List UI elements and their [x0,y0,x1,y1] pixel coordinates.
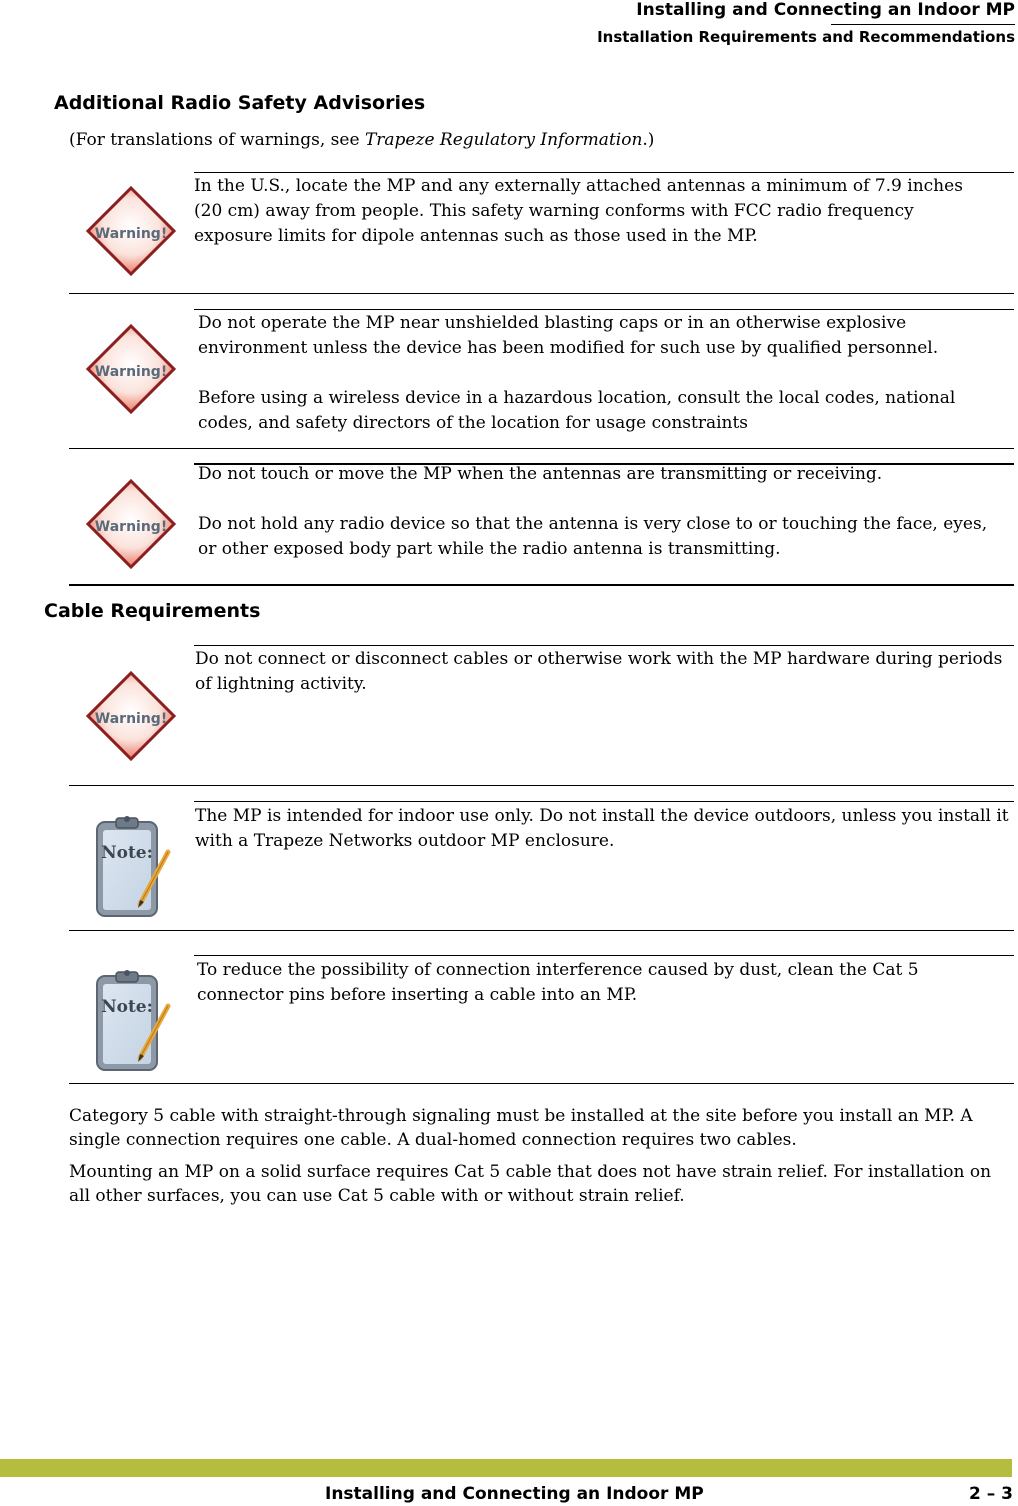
warning-icon [82,320,180,418]
note-notice [195,804,1010,854]
heading-radio-safety: Additional Radio Safety Advisories [54,92,426,114]
notice-bottom-rule [69,448,1014,449]
notice-top-rule [194,645,1014,646]
page-number: 2 – 3 [969,1484,1013,1504]
svg-text:Warning!: Warning! [94,226,168,242]
body-paragraph: Category 5 cable with straight-through signaling must be installed at the site before you install an MP. A single connection requires one cable. A dual-homed connection requires two cables. [69,1106,973,1150]
notice-bottom-rule [69,930,1014,931]
svg-text:Warning!: Warning! [94,519,168,535]
warning-icon [82,475,180,573]
chapter-title: Installing and Connecting an Indoor MP [636,0,1015,20]
notice-paragraph: To reduce the possibility of connection interference caused by dust, clean the Cat 5 connector pins before inserting a cable into an MP. [197,960,919,1005]
notice-paragraph: Before using a wireless device in a hazardous location, consult the local codes, national codes, and safety directors of the location for usage constraints [198,388,956,433]
notice-top-rule [194,955,1014,956]
svg-text:Warning!: Warning! [94,711,168,727]
warning-notice [198,311,1010,436]
notice-top-rule [194,801,1014,802]
regulatory-reference: Trapeze Regulatory Information [364,130,643,150]
footer-title: Installing and Connecting an Indoor MP [325,1484,704,1504]
header-rule [831,24,1015,25]
notice-paragraph: The MP is intended for indoor use only. Do not install the device outdoors, unless you install it with a Trapeze Networks outdoor MP enclosure. [195,806,1009,851]
notice-paragraph: Do not connect or disconnect cables or otherwise work with the MP hardware during periods of lightning activity. [195,649,1003,694]
warning-icon [82,667,180,765]
notice-paragraph: Do not touch or move the MP when the antennas are transmitting or receiving. [198,464,883,484]
svg-text:Warning!: Warning! [94,364,168,380]
note-clipboard-icon [94,812,174,920]
warning-notice [198,462,1010,562]
notice-paragraph: Do not hold any radio device so that the antenna is very close to or touching the face, eyes, or other exposed body part while the radio antenna is transmitting. [198,514,988,559]
intro-prefix: (For translations of warnings, see [69,130,365,150]
notice-bottom-rule [69,584,1014,586]
notice-top-rule [194,309,1014,310]
body-paragraph: Mounting an MP on a solid surface requires Cat 5 cable that does not have strain relief. For installation on all other surfaces, you can use Cat 5 cable with or without strain relief. [69,1162,992,1206]
notice-bottom-rule [69,1083,1014,1084]
notice-paragraph: Do not operate the MP near unshielded blasting caps or in an otherwise explosive environment unless the device has been modified for such use by qualified personnel. [198,313,939,358]
section-title: Installation Requirements and Recommendations [597,28,1015,46]
heading-cable-requirements: Cable Requirements [44,600,261,622]
warning-icon [82,182,180,280]
svg-text:Note:: Note: [101,843,153,863]
notice-bottom-rule [69,293,1014,294]
note-clipboard-icon [94,966,174,1074]
svg-text:Note:: Note: [101,997,153,1017]
intro-suffix: .) [642,130,655,150]
notice-bottom-rule [69,785,1014,786]
warning-notice [195,647,1010,697]
warning-notice [194,174,994,249]
footer-band [0,1459,1012,1477]
note-notice [197,958,1010,1008]
intro-paragraph [69,130,654,150]
notice-top-rule [194,172,1014,173]
notice-paragraph: In the U.S., locate the MP and any externally attached antennas a minimum of 7.9 inches (20 cm) away from people. This safety warning conforms with FCC radio frequency exposure limits for dipole antennas such as those used in the MP. [194,176,963,246]
